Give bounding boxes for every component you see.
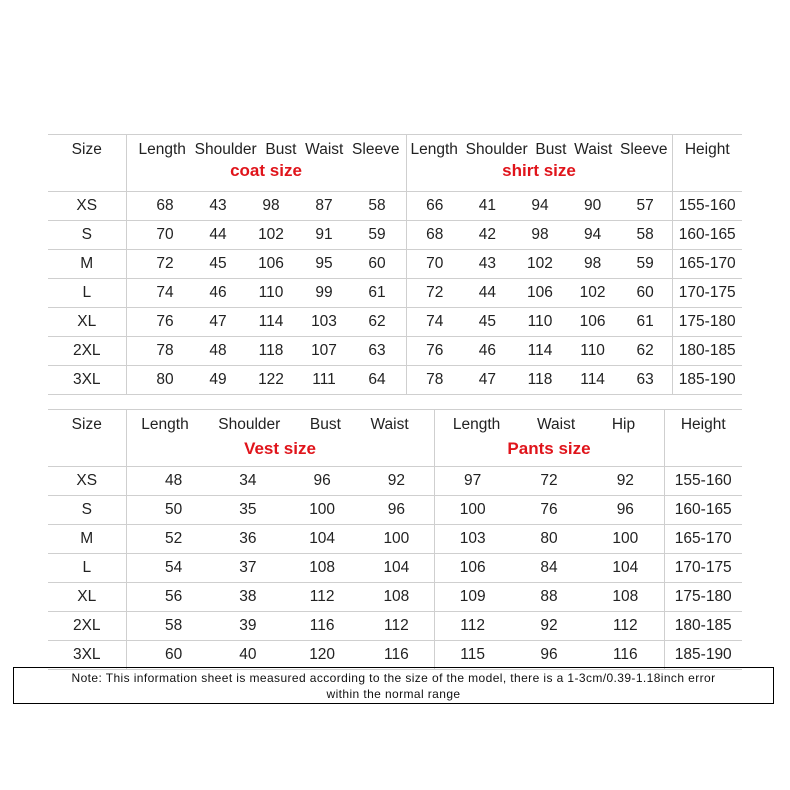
shirt-value: 44: [478, 284, 497, 301]
coat-values-cell: [126, 308, 406, 337]
height-cell: 175-180: [664, 583, 742, 612]
pants-value: 76: [540, 501, 558, 518]
column-label: Shoulder: [218, 416, 281, 433]
coat-value: 64: [368, 371, 386, 388]
coat-values-cell: [126, 366, 406, 395]
coat-value: 76: [156, 313, 174, 330]
column-label: Waist: [574, 141, 613, 158]
coat-value: 48: [209, 342, 227, 359]
shirt-header: [406, 135, 672, 192]
column-label: Waist: [536, 416, 576, 433]
height-cell: 180-185: [672, 337, 742, 366]
vest-value: 120: [309, 646, 336, 663]
table-row: [48, 279, 742, 308]
column-label: Bust: [309, 416, 341, 433]
size-cell: 3XL: [48, 366, 126, 395]
pants-values: [435, 588, 664, 606]
height-cell: 165-170: [664, 525, 742, 554]
pants-value: 112: [460, 617, 486, 634]
coat-value: 45: [209, 255, 227, 272]
vest-value: 96: [387, 501, 405, 518]
vest-values-cell: [126, 496, 434, 525]
coat-values-cell: [126, 221, 406, 250]
coat-value: 72: [156, 255, 174, 272]
vest-value: 108: [309, 559, 336, 576]
size-cell: M: [48, 525, 126, 554]
size-header: Size: [48, 135, 126, 192]
height-cell: 185-190: [672, 366, 742, 395]
shirt-value: 98: [531, 226, 549, 243]
vest-value: 50: [165, 501, 183, 518]
vest-value: 54: [165, 559, 183, 576]
pants-value: 100: [612, 530, 639, 547]
column-label: Shoulder: [465, 141, 528, 158]
coat-values-cell: [126, 279, 406, 308]
vest-value: 40: [239, 646, 257, 663]
table-row: [48, 641, 742, 670]
vest-value: 52: [165, 530, 183, 547]
table-row: [48, 554, 742, 583]
table-row: [48, 337, 742, 366]
vest-value: 92: [387, 472, 405, 489]
coat-value: 46: [209, 284, 227, 301]
vest-value: 100: [309, 501, 336, 518]
pants-value: 115: [460, 646, 486, 663]
pants-value: 109: [459, 588, 486, 605]
shirt-values-cell: [406, 279, 672, 308]
vest-values: [127, 559, 434, 577]
shirt-value: 106: [527, 284, 553, 301]
pants-value: 116: [612, 646, 638, 663]
column-label: Length: [141, 416, 189, 433]
vest-value: 58: [165, 617, 183, 634]
coat-value: 63: [368, 342, 386, 359]
pants-values-cell: [434, 525, 664, 554]
shirt-values: [407, 313, 672, 331]
shirt-value: 46: [478, 342, 497, 359]
coat-values: [127, 342, 406, 360]
vest-values-cell: [126, 641, 434, 670]
vest-values: [127, 588, 434, 606]
shirt-value: 43: [478, 255, 497, 272]
pants-value: 108: [612, 588, 639, 605]
vest-values-cell: [126, 554, 434, 583]
size-cell: XS: [48, 192, 126, 221]
coat-values: [127, 371, 406, 389]
vest-value: 108: [383, 588, 410, 605]
pants-value: 92: [616, 472, 634, 489]
table-row: [48, 250, 742, 279]
coat-value: 44: [209, 226, 227, 243]
vest-value: 112: [384, 617, 409, 634]
coat-value: 98: [262, 197, 280, 214]
coat-values: [127, 255, 406, 273]
vest-value: 36: [239, 530, 257, 547]
coat-values: [127, 313, 406, 331]
shirt-values: [407, 342, 672, 360]
coat-values-cell: [126, 337, 406, 366]
coat-value: 74: [156, 284, 174, 301]
coat-value: 99: [315, 284, 333, 301]
vest-values-cell: [126, 612, 434, 641]
table-row: [48, 496, 742, 525]
vest-value: 116: [309, 617, 335, 634]
pants-values-cell: [434, 554, 664, 583]
vest-value: 60: [165, 646, 183, 663]
shirt-size-title: shirt size: [502, 161, 576, 180]
coat-value: 70: [156, 226, 174, 243]
vest-value: 48: [165, 472, 183, 489]
coat-value: 95: [315, 255, 333, 272]
pants-values-cell: [434, 641, 664, 670]
shirt-value: 106: [579, 313, 606, 330]
column-label: Length: [452, 416, 501, 433]
shirt-value: 72: [426, 284, 444, 301]
vest-value: 112: [309, 588, 335, 605]
height-cell: 170-175: [672, 279, 742, 308]
pants-size-title: Pants size: [507, 439, 591, 458]
note-line-1: Note: This information sheet is measured according to the size of the model, there is a 1-3cm/0.39-1.18inch error: [71, 671, 716, 685]
table-row: [48, 221, 742, 250]
coat-value: 60: [368, 255, 386, 272]
pants-value: 112: [612, 617, 638, 634]
shirt-value: 61: [636, 313, 654, 330]
coat-value: 103: [311, 313, 337, 330]
pants-values-cell: [434, 496, 664, 525]
vest-value: 116: [384, 646, 409, 663]
vest-column-labels: [127, 416, 434, 434]
height-cell: 175-180: [672, 308, 742, 337]
pants-value: 106: [459, 559, 486, 576]
vest-pants-size-table: [48, 409, 742, 670]
vest-size-title: Vest size: [244, 439, 316, 458]
shirt-column-labels: [407, 141, 672, 159]
coat-value: 111: [312, 371, 336, 388]
vest-values: [127, 646, 434, 664]
pants-value: 88: [540, 588, 558, 605]
size-cell: XL: [48, 583, 126, 612]
vest-value: 96: [313, 472, 331, 489]
size-cell: L: [48, 554, 126, 583]
table-row: [48, 308, 742, 337]
vest-value: 56: [165, 588, 183, 605]
vest-values-cell: [126, 583, 434, 612]
coat-value: 110: [258, 284, 284, 301]
pants-values-cell: [434, 583, 664, 612]
table-header-row: [48, 410, 742, 467]
height-header: Height: [664, 410, 742, 467]
shirt-value: 110: [527, 313, 553, 330]
shirt-value: 74: [426, 313, 444, 330]
column-label: Waist: [370, 416, 409, 433]
coat-shirt-size-table: [48, 134, 742, 395]
pants-value: 92: [540, 617, 558, 634]
size-cell: S: [48, 496, 126, 525]
coat-value: 47: [209, 313, 227, 330]
pants-value: 97: [464, 472, 482, 489]
vest-value: 34: [239, 472, 257, 489]
vest-values: [127, 501, 434, 519]
vest-value: 104: [383, 559, 410, 576]
shirt-value: 58: [636, 226, 654, 243]
size-cell: XL: [48, 308, 126, 337]
coat-value: 114: [258, 313, 284, 330]
height-cell: 160-165: [672, 221, 742, 250]
column-label: Length: [410, 141, 458, 158]
height-cell: 180-185: [664, 612, 742, 641]
shirt-values: [407, 255, 672, 273]
coat-values: [127, 284, 406, 302]
shirt-values: [407, 284, 672, 302]
pants-value: 72: [540, 472, 558, 489]
coat-shirt-table-body: [48, 135, 742, 395]
coat-values-cell: [126, 250, 406, 279]
vest-values: [127, 472, 434, 490]
size-cell: M: [48, 250, 126, 279]
shirt-values-cell: [406, 366, 672, 395]
vest-values: [127, 617, 434, 635]
shirt-value: 110: [580, 342, 605, 359]
size-cell: L: [48, 279, 126, 308]
vest-values: [127, 530, 434, 548]
shirt-value: 59: [636, 255, 654, 272]
table-row: [48, 467, 742, 496]
column-label: Shoulder: [194, 141, 257, 158]
height-header: Height: [672, 135, 742, 192]
measurement-note: [13, 667, 774, 704]
vest-value: 38: [239, 588, 257, 605]
table-row: [48, 366, 742, 395]
shirt-value: 114: [527, 342, 553, 359]
height-cell: 160-165: [664, 496, 742, 525]
pants-value: 96: [616, 501, 634, 518]
vest-value: 100: [383, 530, 410, 547]
vest-value: 104: [309, 530, 336, 547]
coat-value: 59: [368, 226, 386, 243]
pants-value: 104: [612, 559, 639, 576]
coat-value: 80: [156, 371, 174, 388]
coat-value: 43: [209, 197, 227, 214]
shirt-value: 94: [531, 197, 549, 214]
size-cell: 3XL: [48, 641, 126, 670]
coat-value: 118: [258, 342, 284, 359]
column-label: Bust: [265, 141, 297, 158]
shirt-values-cell: [406, 308, 672, 337]
coat-value: 68: [156, 197, 174, 214]
coat-value: 87: [315, 197, 333, 214]
coat-column-labels: [127, 141, 406, 159]
shirt-value: 102: [527, 255, 553, 272]
size-cell: XS: [48, 467, 126, 496]
coat-value: 61: [368, 284, 386, 301]
shirt-value: 70: [426, 255, 444, 272]
pants-values: [435, 617, 664, 635]
vest-values-cell: [126, 467, 434, 496]
coat-value: 102: [258, 226, 284, 243]
coat-value: 49: [209, 371, 227, 388]
shirt-value: 98: [583, 255, 602, 272]
shirt-value: 102: [579, 284, 606, 301]
column-label: Hip: [611, 416, 636, 433]
shirt-values-cell: [406, 221, 672, 250]
pants-value: 80: [540, 530, 558, 547]
shirt-value: 66: [426, 197, 444, 214]
coat-values: [127, 226, 406, 244]
shirt-value: 57: [636, 197, 654, 214]
shirt-value: 76: [426, 342, 444, 359]
vest-pants-table-body: [48, 410, 742, 670]
vest-header: [126, 410, 434, 467]
shirt-value: 90: [583, 197, 602, 214]
pants-value: 100: [459, 501, 486, 518]
column-label: Length: [138, 141, 186, 158]
shirt-values-cell: [406, 192, 672, 221]
table-row: [48, 525, 742, 554]
coat-value: 106: [258, 255, 284, 272]
size-cell: 2XL: [48, 337, 126, 366]
coat-size-title: coat size: [230, 161, 302, 180]
pants-values: [435, 646, 664, 664]
shirt-value: 114: [580, 371, 605, 388]
shirt-value: 68: [426, 226, 444, 243]
height-cell: 170-175: [664, 554, 742, 583]
height-cell: 165-170: [672, 250, 742, 279]
pants-values: [435, 530, 664, 548]
coat-value: 78: [156, 342, 174, 359]
table-header-row: [48, 135, 742, 192]
table-row: [48, 192, 742, 221]
shirt-value: 42: [478, 226, 497, 243]
shirt-value: 60: [636, 284, 654, 301]
height-cell: 155-160: [672, 192, 742, 221]
size-cell: S: [48, 221, 126, 250]
pants-value: 84: [540, 559, 558, 576]
shirt-value: 94: [583, 226, 602, 243]
pants-values: [435, 472, 664, 490]
shirt-value: 41: [478, 197, 497, 214]
coat-value: 62: [368, 313, 386, 330]
pants-value: 103: [459, 530, 486, 547]
vest-value: 39: [239, 617, 257, 634]
shirt-value: 45: [478, 313, 497, 330]
vest-values-cell: [126, 525, 434, 554]
shirt-values: [407, 371, 672, 389]
vest-value: 35: [239, 501, 257, 518]
coat-values: [127, 197, 406, 215]
shirt-value: 47: [478, 371, 497, 388]
shirt-values-cell: [406, 337, 672, 366]
table-row: [48, 583, 742, 612]
column-label: Waist: [305, 141, 344, 158]
coat-values-cell: [126, 192, 406, 221]
pants-values: [435, 559, 664, 577]
height-cell: 185-190: [664, 641, 742, 670]
size-header: Size: [48, 410, 126, 467]
size-cell: 2XL: [48, 612, 126, 641]
shirt-value: 118: [527, 371, 553, 388]
coat-value: 122: [258, 371, 284, 388]
shirt-value: 63: [636, 371, 654, 388]
coat-header: [126, 135, 406, 192]
column-label: Sleeve: [352, 141, 400, 158]
coat-value: 91: [315, 226, 333, 243]
coat-value: 107: [311, 342, 337, 359]
coat-value: 58: [368, 197, 386, 214]
vest-value: 37: [239, 559, 257, 576]
pants-column-labels: [435, 416, 664, 434]
shirt-values: [407, 226, 672, 244]
pants-values-cell: [434, 467, 664, 496]
shirt-value: 78: [426, 371, 444, 388]
column-label: Sleeve: [620, 141, 668, 158]
shirt-values-cell: [406, 250, 672, 279]
note-line-2: within the normal range: [326, 687, 461, 701]
pants-value: 96: [540, 646, 558, 663]
pants-header: [434, 410, 664, 467]
pants-values: [435, 501, 664, 519]
pants-values-cell: [434, 612, 664, 641]
column-label: Bust: [535, 141, 567, 158]
table-row: [48, 612, 742, 641]
shirt-values: [407, 197, 672, 215]
height-cell: 155-160: [664, 467, 742, 496]
shirt-value: 62: [636, 342, 654, 359]
